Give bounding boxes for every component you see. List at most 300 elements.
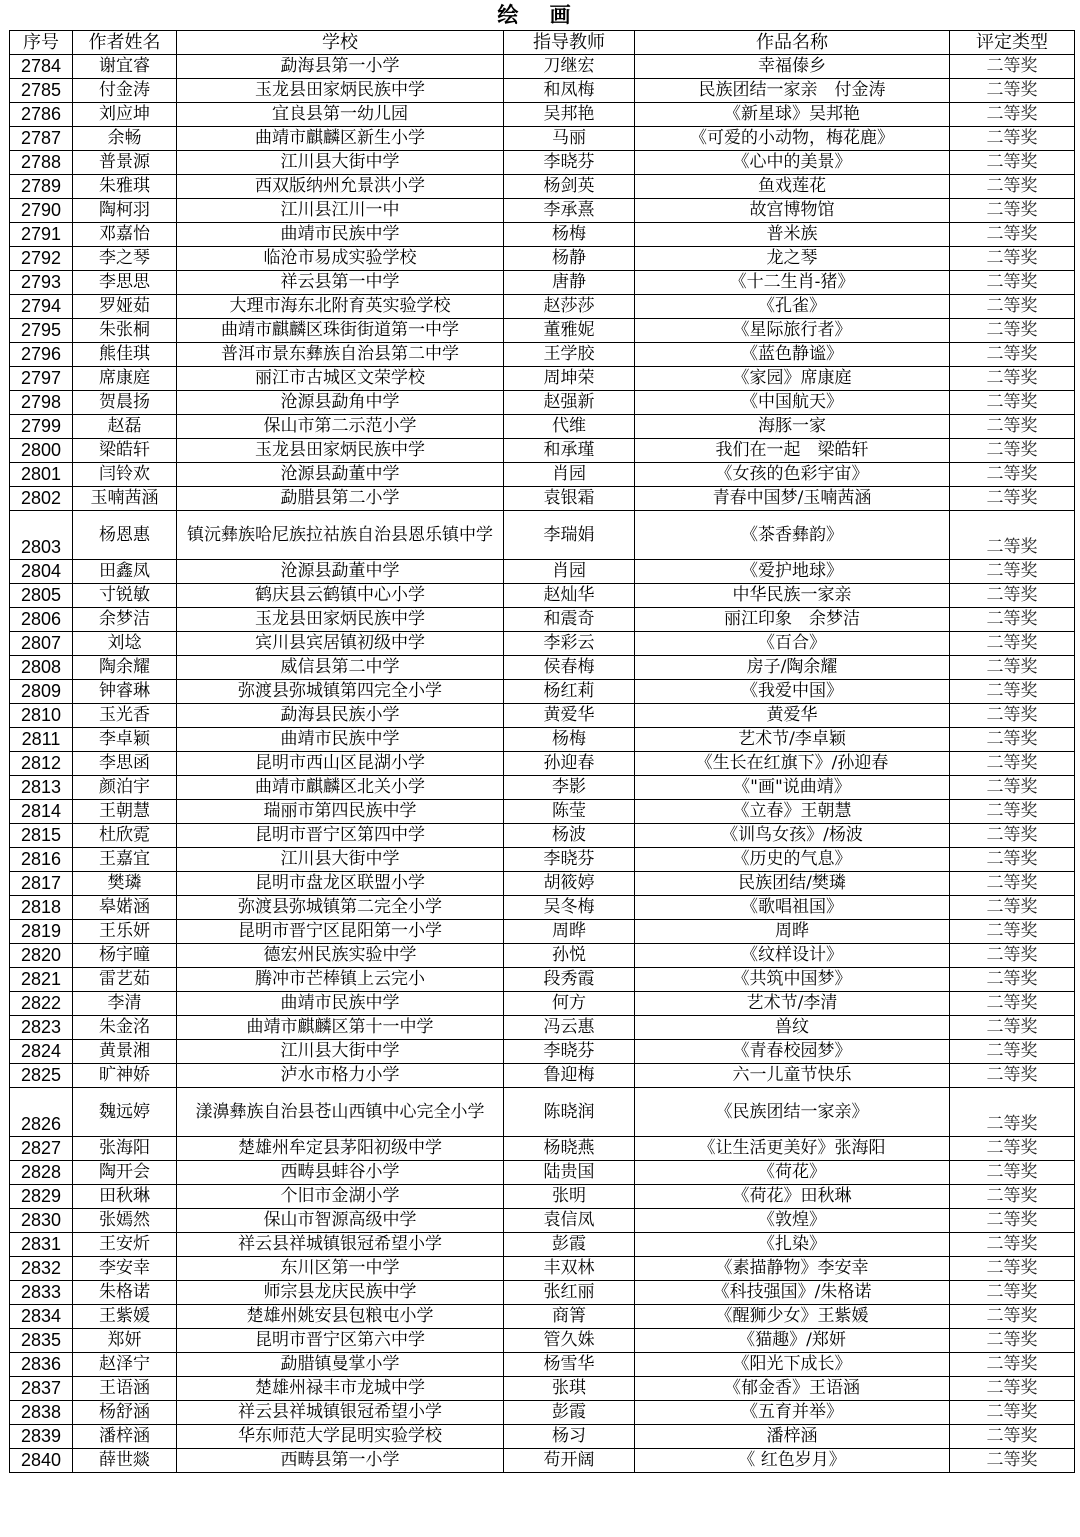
- cell-serial: 2784: [10, 55, 73, 79]
- cell-author: 谢宜睿: [73, 55, 177, 79]
- cell-award-type: 二等奖: [950, 632, 1075, 656]
- cell-award-type: 二等奖: [950, 848, 1075, 872]
- cell-serial: 2823: [10, 1016, 73, 1040]
- cell-teacher: 丰双林: [504, 1257, 635, 1281]
- cell-teacher: 赵莎莎: [504, 295, 635, 319]
- cell-work-title: 《荷花》: [635, 1161, 950, 1185]
- cell-serial: 2789: [10, 175, 73, 199]
- table-row: [10, 1016, 1075, 1040]
- cell-teacher: 张明: [504, 1185, 635, 1209]
- table-row: [10, 1209, 1075, 1233]
- table-row: [10, 55, 1075, 79]
- cell-award-type: 二等奖: [950, 415, 1075, 439]
- cell-work-title: 《共筑中国梦》: [635, 968, 950, 992]
- cell-author: 杜欣霓: [73, 824, 177, 848]
- cell-serial: 2802: [10, 487, 73, 511]
- cell-serial: 2798: [10, 391, 73, 415]
- cell-teacher: 杨剑英: [504, 175, 635, 199]
- cell-award-type: 二等奖: [950, 463, 1075, 487]
- table-row: [10, 800, 1075, 824]
- cell-award-type: 二等奖: [950, 944, 1075, 968]
- cell-award-type: 二等奖: [950, 968, 1075, 992]
- cell-work-title: 幸福傣乡: [635, 55, 950, 79]
- cell-school: 宜良县第一幼儿园: [177, 103, 504, 127]
- cell-author: 陶余耀: [73, 656, 177, 680]
- cell-teacher: 段秀霞: [504, 968, 635, 992]
- table-row: [10, 1233, 1075, 1257]
- header-work-title: 作品名称: [635, 31, 950, 55]
- cell-award-type: 二等奖: [950, 560, 1075, 584]
- cell-author: 皋婼涵: [73, 896, 177, 920]
- cell-teacher: 肖园: [504, 560, 635, 584]
- cell-school: 腾冲市芒棒镇上云完小: [177, 968, 504, 992]
- cell-teacher: 杨波: [504, 824, 635, 848]
- cell-award-type: 二等奖: [950, 920, 1075, 944]
- cell-work-title: 《心中的美景》: [635, 151, 950, 175]
- cell-school: 祥云县祥城镇银冠希望小学: [177, 1401, 504, 1425]
- cell-teacher: 李彩云: [504, 632, 635, 656]
- cell-school: 楚雄州牟定县茅阳初级中学: [177, 1137, 504, 1161]
- cell-author: 薛世燚: [73, 1449, 177, 1473]
- cell-serial: 2820: [10, 944, 73, 968]
- cell-award-type: 二等奖: [950, 55, 1075, 79]
- cell-serial: 2785: [10, 79, 73, 103]
- cell-award-type: 二等奖: [950, 1233, 1075, 1257]
- cell-work-title: 龙之琴: [635, 247, 950, 271]
- cell-teacher: 唐静: [504, 271, 635, 295]
- cell-school: 勐腊镇曼掌小学: [177, 1353, 504, 1377]
- cell-author: 潘梓涵: [73, 1425, 177, 1449]
- cell-author: 张海阳: [73, 1137, 177, 1161]
- cell-serial: 2809: [10, 680, 73, 704]
- cell-teacher: 彭霞: [504, 1401, 635, 1425]
- cell-teacher: 刀继宏: [504, 55, 635, 79]
- cell-author: 王朝慧: [73, 800, 177, 824]
- cell-author: 朱金洺: [73, 1016, 177, 1040]
- cell-serial: 2801: [10, 463, 73, 487]
- cell-author: 赵磊: [73, 415, 177, 439]
- table-row: [10, 944, 1075, 968]
- cell-author: 朱格诺: [73, 1281, 177, 1305]
- cell-serial: 2831: [10, 1233, 73, 1257]
- cell-work-title: 《女孩的色彩宇宙》: [635, 463, 950, 487]
- cell-award-type: 二等奖: [950, 704, 1075, 728]
- cell-work-title: 周晔: [635, 920, 950, 944]
- table-row: [10, 271, 1075, 295]
- table-row: [10, 1305, 1075, 1329]
- cell-school: 玉龙县田家炳民族中学: [177, 79, 504, 103]
- cell-work-title: 《可爱的小动物，梅花鹿》: [635, 127, 950, 151]
- cell-teacher: 胡筱婷: [504, 872, 635, 896]
- cell-author: 杨恩惠: [73, 511, 177, 560]
- cell-serial: 2816: [10, 848, 73, 872]
- cell-author: 席康庭: [73, 367, 177, 391]
- cell-author: 颜泊宇: [73, 776, 177, 800]
- cell-award-type: 二等奖: [950, 247, 1075, 271]
- header-school: 学校: [177, 31, 504, 55]
- cell-serial: 2800: [10, 439, 73, 463]
- cell-work-title: 《生长在红旗下》/孙迎春: [635, 752, 950, 776]
- cell-work-title: 《中国航天》: [635, 391, 950, 415]
- cell-teacher: 侯春梅: [504, 656, 635, 680]
- cell-author: 李安幸: [73, 1257, 177, 1281]
- cell-school: 祥云县祥城镇银冠希望小学: [177, 1233, 504, 1257]
- cell-award-type: 二等奖: [950, 1185, 1075, 1209]
- cell-award-type: 二等奖: [950, 1088, 1075, 1137]
- cell-teacher: 李晓芬: [504, 848, 635, 872]
- cell-serial: 2811: [10, 728, 73, 752]
- cell-award-type: 二等奖: [950, 319, 1075, 343]
- cell-author: 田秋琳: [73, 1185, 177, 1209]
- cell-school: 华东师范大学昆明实验学校: [177, 1425, 504, 1449]
- cell-serial: 2799: [10, 415, 73, 439]
- cell-serial: 2807: [10, 632, 73, 656]
- cell-serial: 2825: [10, 1064, 73, 1088]
- cell-work-title: 《孔雀》: [635, 295, 950, 319]
- cell-serial: 2833: [10, 1281, 73, 1305]
- table-row: [10, 776, 1075, 800]
- cell-school: 曲靖市民族中学: [177, 223, 504, 247]
- cell-award-type: 二等奖: [950, 1016, 1075, 1040]
- cell-school: 保山市第二示范小学: [177, 415, 504, 439]
- cell-teacher: 李影: [504, 776, 635, 800]
- cell-author: 朱张桐: [73, 319, 177, 343]
- cell-school: 楚雄州禄丰市龙城中学: [177, 1377, 504, 1401]
- cell-work-title: 《百合》: [635, 632, 950, 656]
- cell-work-title: 民族团结一家亲 付金涛: [635, 79, 950, 103]
- cell-serial: 2796: [10, 343, 73, 367]
- cell-school: 江川县大街中学: [177, 848, 504, 872]
- cell-award-type: 二等奖: [950, 511, 1075, 560]
- cell-award-type: 二等奖: [950, 295, 1075, 319]
- header-teacher: 指导教师: [504, 31, 635, 55]
- cell-author: 余梦洁: [73, 608, 177, 632]
- cell-teacher: 黄爱华: [504, 704, 635, 728]
- cell-author: 罗娅茹: [73, 295, 177, 319]
- cell-teacher: 冯云惠: [504, 1016, 635, 1040]
- table-row: [10, 1425, 1075, 1449]
- cell-serial: 2810: [10, 704, 73, 728]
- cell-teacher: 王学胶: [504, 343, 635, 367]
- cell-school: 西畴县第一小学: [177, 1449, 504, 1473]
- cell-award-type: 二等奖: [950, 103, 1075, 127]
- cell-award-type: 二等奖: [950, 1329, 1075, 1353]
- table-row: [10, 1329, 1075, 1353]
- cell-teacher: 和凤梅: [504, 79, 635, 103]
- table-row: [10, 319, 1075, 343]
- cell-author: 玉喃茜涵: [73, 487, 177, 511]
- cell-serial: 2824: [10, 1040, 73, 1064]
- table-row: [10, 920, 1075, 944]
- cell-school: 个旧市金湖小学: [177, 1185, 504, 1209]
- cell-school: 江川县大街中学: [177, 151, 504, 175]
- cell-work-title: 丽江印象 余梦洁: [635, 608, 950, 632]
- cell-serial: 2819: [10, 920, 73, 944]
- cell-teacher: 董雅妮: [504, 319, 635, 343]
- cell-teacher: 商箐: [504, 1305, 635, 1329]
- cell-author: 樊璘: [73, 872, 177, 896]
- cell-author: 王嘉宜: [73, 848, 177, 872]
- cell-award-type: 二等奖: [950, 1040, 1075, 1064]
- table-row: [10, 295, 1075, 319]
- cell-teacher: 和承瑾: [504, 439, 635, 463]
- cell-serial: 2830: [10, 1209, 73, 1233]
- cell-work-title: 黄爱华: [635, 704, 950, 728]
- table-row: [10, 511, 1075, 560]
- cell-author: 王紫媛: [73, 1305, 177, 1329]
- cell-teacher: 吴冬梅: [504, 896, 635, 920]
- cell-school: 勐海县第一小学: [177, 55, 504, 79]
- cell-school: 瑞丽市第四民族中学: [177, 800, 504, 824]
- cell-serial: 2793: [10, 271, 73, 295]
- cell-work-title: 《郁金香》王语涵: [635, 1377, 950, 1401]
- cell-serial: 2803: [10, 511, 73, 560]
- cell-serial: 2788: [10, 151, 73, 175]
- cell-author: 杨宇曈: [73, 944, 177, 968]
- table-row: [10, 584, 1075, 608]
- cell-teacher: 李承熹: [504, 199, 635, 223]
- cell-school: 楚雄州姚安县包粮屯小学: [177, 1305, 504, 1329]
- cell-award-type: 二等奖: [950, 992, 1075, 1016]
- cell-award-type: 二等奖: [950, 391, 1075, 415]
- cell-school: 弥渡县弥城镇第四完全小学: [177, 680, 504, 704]
- cell-author: 郑妍: [73, 1329, 177, 1353]
- cell-school: 勐海县民族小学: [177, 704, 504, 728]
- cell-author: 旷神娇: [73, 1064, 177, 1088]
- cell-award-type: 二等奖: [950, 752, 1075, 776]
- table-row: [10, 175, 1075, 199]
- cell-serial: 2836: [10, 1353, 73, 1377]
- cell-author: 王语涵: [73, 1377, 177, 1401]
- cell-author: 刘应坤: [73, 103, 177, 127]
- cell-school: 曲靖市麒麟区北关小学: [177, 776, 504, 800]
- cell-work-title: 《星际旅行者》: [635, 319, 950, 343]
- table-row: [10, 1040, 1075, 1064]
- table-row: [10, 704, 1075, 728]
- cell-work-title: 《青春校园梦》: [635, 1040, 950, 1064]
- cell-award-type: 二等奖: [950, 656, 1075, 680]
- cell-teacher: 周坤荣: [504, 367, 635, 391]
- cell-school: 德宏州民族实验中学: [177, 944, 504, 968]
- header-author: 作者姓名: [73, 31, 177, 55]
- cell-award-type: 二等奖: [950, 343, 1075, 367]
- table-row: [10, 151, 1075, 175]
- cell-work-title: 《阳光下成长》: [635, 1353, 950, 1377]
- cell-award-type: 二等奖: [950, 367, 1075, 391]
- cell-work-title: 《民族团结一家亲》: [635, 1088, 950, 1137]
- table-row: [10, 1401, 1075, 1425]
- cell-teacher: 张红丽: [504, 1281, 635, 1305]
- cell-award-type: 二等奖: [950, 1377, 1075, 1401]
- cell-work-title: 潘梓涵: [635, 1425, 950, 1449]
- cell-work-title: 《五育并举》: [635, 1401, 950, 1425]
- table-row: [10, 728, 1075, 752]
- cell-teacher: 陈莹: [504, 800, 635, 824]
- cell-work-title: 《新星球》吴邦艳: [635, 103, 950, 127]
- cell-school: 东川区第一中学: [177, 1257, 504, 1281]
- header-serial: 序号: [10, 31, 73, 55]
- cell-author: 寸锐敏: [73, 584, 177, 608]
- table-row: [10, 439, 1075, 463]
- cell-work-title: 艺术节/李卓颖: [635, 728, 950, 752]
- cell-teacher: 陈晓润: [504, 1088, 635, 1137]
- cell-work-title: 青春中国梦/玉喃茜涵: [635, 487, 950, 511]
- cell-serial: 2804: [10, 560, 73, 584]
- cell-award-type: 二等奖: [950, 1425, 1075, 1449]
- cell-work-title: 《十二生肖-猪》: [635, 271, 950, 295]
- cell-author: 钟睿琳: [73, 680, 177, 704]
- cell-work-title: 《荷花》田秋琳: [635, 1185, 950, 1209]
- cell-author: 赵泽宁: [73, 1353, 177, 1377]
- cell-work-title: 普米族: [635, 223, 950, 247]
- cell-teacher: 袁信凤: [504, 1209, 635, 1233]
- cell-serial: 2834: [10, 1305, 73, 1329]
- cell-award-type: 二等奖: [950, 872, 1075, 896]
- cell-serial: 2829: [10, 1185, 73, 1209]
- cell-school: 江川县大街中学: [177, 1040, 504, 1064]
- table-row: [10, 1185, 1075, 1209]
- table-row: [10, 223, 1075, 247]
- cell-school: 沧源县勐董中学: [177, 463, 504, 487]
- cell-author: 闫铃欢: [73, 463, 177, 487]
- cell-award-type: 二等奖: [950, 487, 1075, 511]
- cell-work-title: 《歌唱祖国》: [635, 896, 950, 920]
- table-row: [10, 1281, 1075, 1305]
- table-row: [10, 1161, 1075, 1185]
- cell-author: 玉光香: [73, 704, 177, 728]
- cell-award-type: 二等奖: [950, 1064, 1075, 1088]
- cell-award-type: 二等奖: [950, 79, 1075, 103]
- cell-teacher: 苟开阔: [504, 1449, 635, 1473]
- cell-award-type: 二等奖: [950, 1257, 1075, 1281]
- cell-teacher: 袁银霜: [504, 487, 635, 511]
- table-row: [10, 247, 1075, 271]
- cell-teacher: 周晔: [504, 920, 635, 944]
- cell-school: 昆明市晋宁区昆阳第一小学: [177, 920, 504, 944]
- table-row: [10, 1353, 1075, 1377]
- cell-work-title: 《立春》王朝慧: [635, 800, 950, 824]
- cell-serial: 2826: [10, 1088, 73, 1137]
- cell-school: 昆明市西山区昆湖小学: [177, 752, 504, 776]
- table-row: [10, 608, 1075, 632]
- cell-serial: 2840: [10, 1449, 73, 1473]
- cell-school: 保山市智源高级中学: [177, 1209, 504, 1233]
- cell-teacher: 彭霞: [504, 1233, 635, 1257]
- cell-author: 李思函: [73, 752, 177, 776]
- cell-teacher: 杨静: [504, 247, 635, 271]
- cell-teacher: 孙悦: [504, 944, 635, 968]
- cell-award-type: 二等奖: [950, 223, 1075, 247]
- page-title: 绘 画: [497, 3, 583, 27]
- cell-author: 李清: [73, 992, 177, 1016]
- cell-work-title: 《茶香彝韵》: [635, 511, 950, 560]
- cell-serial: 2835: [10, 1329, 73, 1353]
- cell-teacher: 张琪: [504, 1377, 635, 1401]
- cell-school: 丽江市古城区文荣学校: [177, 367, 504, 391]
- cell-work-title: 《家园》席康庭: [635, 367, 950, 391]
- cell-serial: 2839: [10, 1425, 73, 1449]
- cell-serial: 2790: [10, 199, 73, 223]
- cell-author: 付金涛: [73, 79, 177, 103]
- cell-work-title: 民族团结/樊璘: [635, 872, 950, 896]
- cell-serial: 2828: [10, 1161, 73, 1185]
- cell-work-title: 鱼戏莲花: [635, 175, 950, 199]
- cell-teacher: 和震奇: [504, 608, 635, 632]
- cell-award-type: 二等奖: [950, 1305, 1075, 1329]
- cell-serial: 2818: [10, 896, 73, 920]
- cell-teacher: 杨习: [504, 1425, 635, 1449]
- cell-school: 曲靖市民族中学: [177, 992, 504, 1016]
- table-row: [10, 415, 1075, 439]
- cell-school: 普洱市景东彝族自治县第二中学: [177, 343, 504, 367]
- cell-serial: 2821: [10, 968, 73, 992]
- cell-serial: 2795: [10, 319, 73, 343]
- table-row: [10, 632, 1075, 656]
- cell-serial: 2792: [10, 247, 73, 271]
- cell-author: 陶柯羽: [73, 199, 177, 223]
- cell-author: 李卓颖: [73, 728, 177, 752]
- cell-work-title: 《历史的气息》: [635, 848, 950, 872]
- cell-serial: 2827: [10, 1137, 73, 1161]
- table-row: [10, 992, 1075, 1016]
- table-row: [10, 1449, 1075, 1473]
- cell-work-title: 中华民族一家亲: [635, 584, 950, 608]
- cell-author: 田鑫凤: [73, 560, 177, 584]
- cell-school: 师宗县龙庆民族中学: [177, 1281, 504, 1305]
- table-row: [10, 872, 1075, 896]
- cell-teacher: 管久姝: [504, 1329, 635, 1353]
- cell-author: 李思思: [73, 271, 177, 295]
- cell-author: 普景源: [73, 151, 177, 175]
- cell-serial: 2822: [10, 992, 73, 1016]
- cell-award-type: 二等奖: [950, 1209, 1075, 1233]
- cell-serial: 2815: [10, 824, 73, 848]
- cell-award-type: 二等奖: [950, 151, 1075, 175]
- cell-author: 朱雅琪: [73, 175, 177, 199]
- cell-school: 西畴县蚌谷小学: [177, 1161, 504, 1185]
- cell-award-type: 二等奖: [950, 680, 1075, 704]
- cell-school: 漾濞彝族自治县苍山西镇中心完全小学: [177, 1088, 504, 1137]
- cell-author: 贺晨扬: [73, 391, 177, 415]
- cell-school: 昆明市晋宁区第六中学: [177, 1329, 504, 1353]
- table-body: [10, 55, 1075, 1473]
- cell-author: 魏远婷: [73, 1088, 177, 1137]
- cell-school: 威信县第二中学: [177, 656, 504, 680]
- cell-award-type: 二等奖: [950, 199, 1075, 223]
- table-row: [10, 752, 1075, 776]
- cell-work-title: 《猫趣》/郑妍: [635, 1329, 950, 1353]
- cell-work-title: 故宫博物馆: [635, 199, 950, 223]
- cell-school: 祥云县第一中学: [177, 271, 504, 295]
- cell-award-type: 二等奖: [950, 1401, 1075, 1425]
- table-row: [10, 968, 1075, 992]
- cell-school: 沧源县勐角中学: [177, 391, 504, 415]
- table-row: [10, 1137, 1075, 1161]
- table-row: [10, 848, 1075, 872]
- cell-author: 杨舒涵: [73, 1401, 177, 1425]
- cell-school: 江川县江川一中: [177, 199, 504, 223]
- cell-work-title: 《扎染》: [635, 1233, 950, 1257]
- cell-school: 临沧市易成实验学校: [177, 247, 504, 271]
- cell-school: 鹤庆县云鹤镇中心小学: [177, 584, 504, 608]
- cell-school: 曲靖市麒麟区第十一中学: [177, 1016, 504, 1040]
- cell-work-title: 《爱护地球》: [635, 560, 950, 584]
- cell-serial: 2814: [10, 800, 73, 824]
- cell-serial: 2838: [10, 1401, 73, 1425]
- cell-author: 刘埝: [73, 632, 177, 656]
- awards-table: [9, 30, 1075, 1473]
- cell-teacher: 鲁迎梅: [504, 1064, 635, 1088]
